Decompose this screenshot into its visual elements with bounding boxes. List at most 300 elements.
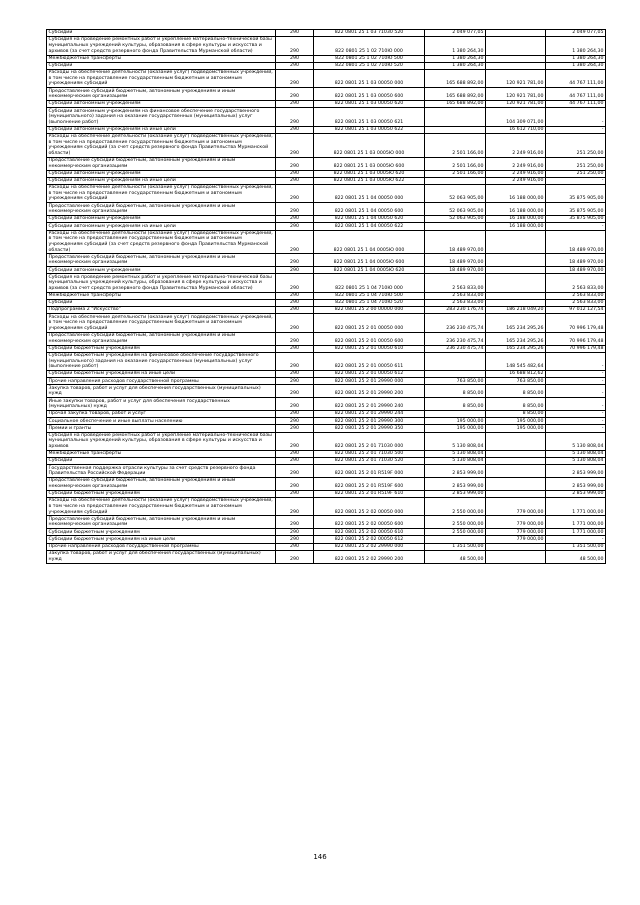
table-row — [47, 550, 606, 563]
table-row — [47, 418, 606, 425]
row-code-cell: 290 — [276, 490, 314, 497]
row-classification-code-cell: 822 0801 25 2 01 29990 240 — [314, 398, 425, 411]
row-code-cell: 290 — [276, 550, 314, 563]
row-executed-amount-cell — [486, 550, 546, 563]
row-code-cell: 290 — [276, 371, 314, 378]
row-unexecuted-amount-cell: 44 767 111,00 — [546, 101, 606, 108]
row-approved-amount-cell: 165 688 892,00 — [425, 69, 486, 87]
row-unexecuted-amount-cell: - — [546, 223, 606, 230]
row-name-cell: Подпрограмма 2 "Искусство" — [47, 307, 276, 314]
row-approved-amount-cell: 1 380 264,30 — [425, 62, 486, 69]
row-name-cell: Закупка товаров, работ и услуг для обеспечения государственных (муниципальных) нужд — [47, 385, 276, 398]
row-code-cell: 290 — [276, 157, 314, 170]
row-code-cell: 290 — [276, 101, 314, 108]
row-executed-amount-cell: 8 850,00 — [486, 385, 546, 398]
table-row — [47, 108, 606, 126]
row-name-cell: Субсидия на проведение ремонтных работ и укрепление материально-технической базы муниципальных учреждений культуры, образования в сфере культуры и искусства и архивов (за счет средств резервного фонда Правительства Мурманской области) — [47, 37, 276, 55]
row-unexecuted-amount-cell: 1 771 000,00 — [546, 498, 606, 516]
row-classification-code-cell: 822 0801 25 1 04 0005Ю 600 — [314, 254, 425, 267]
row-code-cell: 290 — [276, 432, 314, 450]
table-row — [47, 450, 606, 457]
table-row — [47, 300, 606, 307]
row-unexecuted-amount-cell: 251 250,00 — [546, 170, 606, 177]
row-unexecuted-amount-cell: - — [546, 411, 606, 418]
table-row — [47, 536, 606, 543]
row-unexecuted-amount-cell: 5 130 808,04 — [546, 450, 606, 457]
row-approved-amount-cell — [425, 126, 486, 133]
row-name-cell: Расходы на обеспечение деятельности (оказание услуг) подведомственных учреждений, в том числе на предоставление государственным бюджетным и автономным учреждениям субсидий — [47, 498, 276, 516]
row-approved-amount-cell: 2 563 833,00 — [425, 292, 486, 299]
row-approved-amount-cell: 2 563 833,00 — [425, 274, 486, 292]
row-classification-code-cell: 822 0801 25 2 02 00050 600 — [314, 516, 425, 529]
row-code-cell: 290 — [276, 37, 314, 55]
row-code-cell: 290 — [276, 352, 314, 370]
row-executed-amount-cell: 165 234 295,26 — [486, 332, 546, 345]
row-classification-code-cell: 822 0801 25 2 01 29990 350 — [314, 425, 425, 432]
row-approved-amount-cell: 18 489 970,00 — [425, 230, 486, 254]
row-approved-amount-cell: 5 130 808,04 — [425, 458, 486, 465]
row-name-cell: Субсидии автономным учреждениям — [47, 101, 276, 108]
row-unexecuted-amount-cell: 2 853 999,00 — [546, 478, 606, 491]
row-code-cell: 290 — [276, 411, 314, 418]
row-approved-amount-cell: 8 850,00 — [425, 398, 486, 411]
row-unexecuted-amount-cell: 35 875 905,00 — [546, 184, 606, 202]
row-name-cell: Предоставление субсидий бюджетным, автономным учреждениям и иным некоммерческим организациям — [47, 332, 276, 345]
row-executed-amount-cell: 779 000,00 — [486, 498, 546, 516]
row-classification-code-cell: 822 0801 25 1 04 00050 000 — [314, 184, 425, 202]
row-name-cell: Субсидии бюджетным учреждениям на иные цели — [47, 536, 276, 543]
row-approved-amount-cell: 2 501 166,00 — [425, 133, 486, 157]
row-classification-code-cell: 822 0801 25 2 01 29990 200 — [314, 385, 425, 398]
row-executed-amount-cell: 2 249 916,00 — [486, 170, 546, 177]
row-approved-amount-cell: 195 000,00 — [425, 425, 486, 432]
row-executed-amount-cell — [486, 450, 546, 457]
row-name-cell: Межбюджетные трансферты — [47, 450, 276, 457]
table-row — [47, 458, 606, 465]
row-code-cell: 290 — [276, 300, 314, 307]
row-executed-amount-cell: 104 309 071,00 — [486, 108, 546, 126]
row-executed-amount-cell: 195 000,00 — [486, 425, 546, 432]
row-executed-amount-cell: 165 234 295,26 — [486, 345, 546, 352]
table-row — [47, 292, 606, 299]
row-executed-amount-cell — [486, 458, 546, 465]
row-name-cell: Расходы на обеспечение деятельности (оказание услуг) подведомственных учреждений, в том числе на предоставление государственным бюджетным и автономным учреждениям субсидий — [47, 184, 276, 202]
row-name-cell: Субсидии — [47, 458, 276, 465]
row-unexecuted-amount-cell: - — [546, 418, 606, 425]
row-approved-amount-cell: 2 550 000,00 — [425, 529, 486, 536]
row-classification-code-cell: 822 0801 25 1 04 00050 600 — [314, 203, 425, 216]
row-classification-code-cell: 822 0801 25 1 03 0005Ю 620 — [314, 170, 425, 177]
row-classification-code-cell: 822 0801 25 1 02 710Ю 520 — [314, 62, 425, 69]
row-code-cell: 290 — [276, 385, 314, 398]
page-number: 146 — [313, 853, 327, 861]
row-executed-amount-cell — [486, 254, 546, 267]
row-executed-amount-cell: 8 850,00 — [486, 411, 546, 418]
row-approved-amount-cell: 52 063 905,00 — [425, 203, 486, 216]
row-code-cell: 290 — [276, 332, 314, 345]
table-row — [47, 432, 606, 450]
row-unexecuted-amount-cell: 1 380 264,30 — [546, 37, 606, 55]
row-unexecuted-amount-cell: 44 767 111,00 — [546, 69, 606, 87]
row-code-cell: 290 — [276, 108, 314, 126]
row-classification-code-cell: 822 0801 25 2 01 00050 612 — [314, 371, 425, 378]
table-row — [47, 126, 606, 133]
row-name-cell: Расходы на обеспечение деятельности (оказание услуг) подведомственных учреждений, в том числе на предоставление государственным бюджетным и автономным учреждениям субсидий (за счет средств резервного фонда Правительства Мурманской области) — [47, 133, 276, 157]
row-classification-code-cell: 822 0801 25 1 03 00050 000 — [314, 69, 425, 87]
row-classification-code-cell: 822 0801 25 1 03 00050 620 — [314, 101, 425, 108]
row-name-cell: Предоставление субсидий бюджетным, автономным учреждениям и иным некоммерческим организациям — [47, 516, 276, 529]
row-executed-amount-cell — [486, 543, 546, 550]
row-approved-amount-cell: 8 850,00 — [425, 385, 486, 398]
table-row — [47, 398, 606, 411]
row-name-cell: Премии и гранты — [47, 425, 276, 432]
table-row — [47, 378, 606, 385]
row-classification-code-cell: 822 0801 25 2 01 00050 610 — [314, 345, 425, 352]
row-executed-amount-cell: 8 850,00 — [486, 398, 546, 411]
row-executed-amount-cell: 779 000,00 — [486, 516, 546, 529]
table-row — [47, 345, 606, 352]
row-name-cell: Иные закупки товаров, работ и услуг для обеспечения государственных (муниципальных) нужд — [47, 398, 276, 411]
row-code-cell: 290 — [276, 177, 314, 184]
row-executed-amount-cell: 16 612 710,00 — [486, 126, 546, 133]
row-unexecuted-amount-cell: - — [546, 398, 606, 411]
row-approved-amount-cell: 2 501 166,00 — [425, 157, 486, 170]
row-executed-amount-cell: 16 188 000,00 — [486, 216, 546, 223]
row-unexecuted-amount-cell: - — [546, 536, 606, 543]
row-unexecuted-amount-cell: 35 875 905,00 — [546, 203, 606, 216]
row-executed-amount-cell: 195 000,00 — [486, 418, 546, 425]
row-code-cell: 290 — [276, 230, 314, 254]
row-code-cell: 290 — [276, 465, 314, 478]
table-row — [47, 425, 606, 432]
row-name-cell: Межбюджетные трансферты — [47, 55, 276, 62]
row-code-cell: 290 — [276, 126, 314, 133]
table-row — [47, 177, 606, 184]
table-row — [47, 385, 606, 398]
row-classification-code-cell: 822 0801 25 2 01 29990 244 — [314, 411, 425, 418]
row-executed-amount-cell — [486, 62, 546, 69]
row-unexecuted-amount-cell: 1 771 000,00 — [546, 516, 606, 529]
row-approved-amount-cell: 763 850,00 — [425, 378, 486, 385]
row-name-cell: Расходы на обеспечение деятельности (оказание услуг) подведомственных учреждений, в том числе на предоставление государственным бюджетным и автономным учреждениям субсидий — [47, 69, 276, 87]
table-row — [47, 465, 606, 478]
row-unexecuted-amount-cell: 18 489 970,00 — [546, 267, 606, 274]
row-approved-amount-cell: 236 230 475,74 — [425, 345, 486, 352]
row-unexecuted-amount-cell: 1 380 264,30 — [546, 55, 606, 62]
row-classification-code-cell: 822 0801 25 2 02 29990 200 — [314, 550, 425, 563]
row-name-cell: Прочие направления расходов государственной программы — [47, 378, 276, 385]
row-code-cell: 290 — [276, 378, 314, 385]
row-classification-code-cell: 822 0801 25 1 04 710Ю 000 — [314, 274, 425, 292]
row-name-cell: Субсидии — [47, 300, 276, 307]
row-unexecuted-amount-cell: 251 250,00 — [546, 157, 606, 170]
row-classification-code-cell: 822 0801 25 2 02 29990 000 — [314, 543, 425, 550]
table-row — [47, 203, 606, 216]
row-executed-amount-cell — [486, 267, 546, 274]
row-code-cell: 290 — [276, 203, 314, 216]
row-unexecuted-amount-cell: 2 049 077,05 — [546, 30, 606, 37]
row-code-cell: 290 — [276, 170, 314, 177]
table-row — [47, 352, 606, 370]
table-row — [47, 332, 606, 345]
row-code-cell: 290 — [276, 184, 314, 202]
row-classification-code-cell: 822 0801 25 2 01 00050 000 — [314, 314, 425, 332]
row-code-cell: 290 — [276, 216, 314, 223]
row-approved-amount-cell — [425, 223, 486, 230]
row-approved-amount-cell: 2 501 166,00 — [425, 170, 486, 177]
row-unexecuted-amount-cell: 1 771 000,00 — [546, 529, 606, 536]
row-executed-amount-cell — [486, 465, 546, 478]
row-name-cell: Субсидии бюджетным учреждениям — [47, 490, 276, 497]
row-executed-amount-cell: 779 000,00 — [486, 529, 546, 536]
row-classification-code-cell: 822 0801 25 2 01 29990 300 — [314, 418, 425, 425]
row-name-cell: Предоставление субсидий бюджетным, автономным учреждениям и иным некоммерческим организациям — [47, 157, 276, 170]
row-unexecuted-amount-cell: 70 996 179,48 — [546, 314, 606, 332]
row-code-cell: 290 — [276, 529, 314, 536]
row-approved-amount-cell: 2 563 833,00 — [425, 300, 486, 307]
row-name-cell: Субсидия на проведение ремонтных работ и укрепление материально-технической базы муниципальных учреждений культуры, образования в сфере культуры и искусства и архивов (за счет средств резервного фонда Правительства Мурманской области) — [47, 274, 276, 292]
table-row — [47, 133, 606, 157]
row-code-cell: 290 — [276, 274, 314, 292]
table-row — [47, 543, 606, 550]
row-code-cell: 290 — [276, 418, 314, 425]
row-classification-code-cell: 822 0801 25 1 04 0005Ю 620 — [314, 267, 425, 274]
row-name-cell: Предоставление субсидий бюджетным, автономным учреждениям и иным некоммерческим организациям — [47, 203, 276, 216]
row-code-cell: 290 — [276, 516, 314, 529]
row-approved-amount-cell — [425, 371, 486, 378]
row-approved-amount-cell — [425, 108, 486, 126]
table-row — [47, 101, 606, 108]
row-code-cell: 290 — [276, 267, 314, 274]
row-approved-amount-cell: 2 853 999,00 — [425, 465, 486, 478]
row-name-cell: Прочая закупка товаров, работ и услуг — [47, 411, 276, 418]
row-name-cell: Субсидии автономным учреждениям на иные цели — [47, 177, 276, 184]
row-code-cell: 290 — [276, 307, 314, 314]
row-unexecuted-amount-cell: 44 767 111,00 — [546, 88, 606, 101]
row-approved-amount-cell: 48 500,00 — [425, 550, 486, 563]
row-name-cell: Субсидии бюджетным учреждениям — [47, 345, 276, 352]
table-row — [47, 411, 606, 418]
row-executed-amount-cell: 148 545 482,64 — [486, 352, 546, 370]
table-row — [47, 254, 606, 267]
row-classification-code-cell: 822 0801 25 1 04 710Ю 500 — [314, 292, 425, 299]
row-approved-amount-cell: 1 380 264,30 — [425, 55, 486, 62]
row-code-cell: 290 — [276, 425, 314, 432]
row-classification-code-cell: 822 0801 25 2 01 71030 500 — [314, 450, 425, 457]
row-classification-code-cell: 822 0801 25 2 01 71030 000 — [314, 432, 425, 450]
row-name-cell: Предоставление субсидий бюджетным, автономным учреждениям и иным некоммерческим организациям — [47, 88, 276, 101]
row-approved-amount-cell: 5 130 808,04 — [425, 432, 486, 450]
row-executed-amount-cell — [486, 274, 546, 292]
row-approved-amount-cell: 2 049 077,05 — [425, 30, 486, 37]
row-executed-amount-cell: 2 249 916,00 — [486, 177, 546, 184]
row-executed-amount-cell — [486, 490, 546, 497]
row-unexecuted-amount-cell: 2 563 833,00 — [546, 292, 606, 299]
row-executed-amount-cell: 16 688 812,62 — [486, 371, 546, 378]
row-name-cell: Субсидии бюджетным учреждениям на финансовое обеспечение государственного (муниципального) задания на оказание государственных (муниципальных) услуг (выполнение работ) — [47, 352, 276, 370]
table-row — [47, 55, 606, 62]
table-row — [47, 216, 606, 223]
row-unexecuted-amount-cell: 1 380 264,30 — [546, 62, 606, 69]
row-name-cell: Субсидия на проведение ремонтных работ и укрепление материально-технической базы муниципальных учреждений культуры, образования в сфере культуры и искусства и архивов — [47, 432, 276, 450]
row-classification-code-cell: 822 0801 25 1 03 0005Ю 000 — [314, 133, 425, 157]
row-approved-amount-cell: 1 380 264,30 — [425, 37, 486, 55]
row-name-cell: Предоставление субсидий бюджетным, автономным учреждениям и иным некоммерческим организациям — [47, 254, 276, 267]
row-code-cell: 290 — [276, 223, 314, 230]
row-unexecuted-amount-cell: 70 996 179,48 — [546, 345, 606, 352]
row-unexecuted-amount-cell: 5 130 808,04 — [546, 432, 606, 450]
row-name-cell: Социальное обеспечение и иные выплаты населению — [47, 418, 276, 425]
row-unexecuted-amount-cell: 251 250,00 — [546, 133, 606, 157]
row-code-cell: 290 — [276, 30, 314, 37]
table-row — [47, 184, 606, 202]
row-classification-code-cell: 822 0801 25 1 03 00050 600 — [314, 88, 425, 101]
row-approved-amount-cell: 2 853 999,00 — [425, 490, 486, 497]
row-name-cell: Субсидии автономным учреждениям на иные цели — [47, 126, 276, 133]
table-row — [47, 170, 606, 177]
row-classification-code-cell: 822 0801 25 2 00 00000 000 — [314, 307, 425, 314]
row-executed-amount-cell: 2 249 916,00 — [486, 157, 546, 170]
row-unexecuted-amount-cell: 70 996 179,48 — [546, 332, 606, 345]
budget-execution-table — [46, 29, 606, 564]
row-unexecuted-amount-cell: - — [546, 385, 606, 398]
row-code-cell: 290 — [276, 69, 314, 87]
table-row — [47, 30, 606, 37]
row-approved-amount-cell — [425, 411, 486, 418]
table-row — [47, 529, 606, 536]
row-classification-code-cell: 822 0801 25 1 04 00050 620 — [314, 216, 425, 223]
row-unexecuted-amount-cell: - — [546, 378, 606, 385]
row-approved-amount-cell: 236 230 475,74 — [425, 332, 486, 345]
row-executed-amount-cell — [486, 55, 546, 62]
row-code-cell: 290 — [276, 254, 314, 267]
row-executed-amount-cell: 186 218 049,20 — [486, 307, 546, 314]
row-name-cell: Государственная поддержка отрасли культуры за счет средств резервного фонда Правительства Российской Федерации — [47, 465, 276, 478]
row-executed-amount-cell: 120 921 781,00 — [486, 101, 546, 108]
row-classification-code-cell: 822 0801 25 2 01 R519F 000 — [314, 465, 425, 478]
row-code-cell: 290 — [276, 314, 314, 332]
row-unexecuted-amount-cell: 2 853 999,00 — [546, 465, 606, 478]
row-unexecuted-amount-cell: 18 489 970,00 — [546, 230, 606, 254]
budget-table-container — [46, 29, 605, 564]
table-row — [47, 223, 606, 230]
row-unexecuted-amount-cell: 48 500,00 — [546, 550, 606, 563]
row-name-cell: Субсидии автономным учреждениям на финансовое обеспечение государственного (муниципального) задания на оказание государственных (муниципальных) услуг (выполнение работ) — [47, 108, 276, 126]
table-row — [47, 307, 606, 314]
row-name-cell: Субсидии автономным учреждениям — [47, 170, 276, 177]
row-executed-amount-cell — [486, 432, 546, 450]
row-code-cell: 290 — [276, 458, 314, 465]
table-row — [47, 274, 606, 292]
row-unexecuted-amount-cell: - — [546, 126, 606, 133]
row-approved-amount-cell: 52 063 905,00 — [425, 216, 486, 223]
table-row — [47, 371, 606, 378]
row-approved-amount-cell — [425, 177, 486, 184]
row-approved-amount-cell: 2 550 000,00 — [425, 498, 486, 516]
row-approved-amount-cell: 283 230 176,74 — [425, 307, 486, 314]
table-row — [47, 478, 606, 491]
table-row — [47, 230, 606, 254]
row-approved-amount-cell: 5 130 808,04 — [425, 450, 486, 457]
row-classification-code-cell: 822 0801 25 2 01 29990 000 — [314, 378, 425, 385]
row-classification-code-cell: 822 0801 25 2 02 00050 612 — [314, 536, 425, 543]
row-classification-code-cell: 822 0801 25 2 01 00050 611 — [314, 352, 425, 370]
table-row — [47, 69, 606, 87]
row-name-cell: Расходы на обеспечение деятельности (оказание услуг) подведомственных учреждений, в том числе на предоставление государственным бюджетным и автономным учреждениям субсидий — [47, 314, 276, 332]
row-executed-amount-cell: 120 921 781,00 — [486, 88, 546, 101]
row-classification-code-cell: 822 0801 25 1 04 00050 622 — [314, 223, 425, 230]
row-executed-amount-cell — [486, 478, 546, 491]
row-classification-code-cell: 822 0801 25 2 01 00050 600 — [314, 332, 425, 345]
row-code-cell: 290 — [276, 345, 314, 352]
row-name-cell: Предоставление субсидий бюджетным, автономным учреждениям и иным некоммерческим организациям — [47, 478, 276, 491]
row-code-cell: 290 — [276, 398, 314, 411]
row-code-cell: 290 — [276, 450, 314, 457]
row-executed-amount-cell: 16 188 000,00 — [486, 223, 546, 230]
row-executed-amount-cell — [486, 30, 546, 37]
row-approved-amount-cell: 1 351 500,00 — [425, 543, 486, 550]
row-unexecuted-amount-cell: 2 563 833,00 — [546, 274, 606, 292]
row-name-cell: Субсидии автономным учреждениям — [47, 216, 276, 223]
row-unexecuted-amount-cell: 1 351 500,00 — [546, 543, 606, 550]
row-executed-amount-cell: 16 188 000,00 — [486, 184, 546, 202]
row-approved-amount-cell: 2 853 999,00 — [425, 478, 486, 491]
table-row — [47, 490, 606, 497]
row-approved-amount-cell: 195 000,00 — [425, 418, 486, 425]
budget-table-body — [47, 30, 606, 564]
row-approved-amount-cell: 18 489 970,00 — [425, 267, 486, 274]
row-approved-amount-cell: 165 688 892,00 — [425, 101, 486, 108]
row-code-cell: 290 — [276, 88, 314, 101]
row-classification-code-cell: 822 0801 25 1 03 00050 622 — [314, 126, 425, 133]
row-unexecuted-amount-cell: 5 130 808,04 — [546, 458, 606, 465]
row-classification-code-cell: 822 0801 25 1 03 71030 520 — [314, 30, 425, 37]
row-classification-code-cell: 822 0801 25 2 02 00050 000 — [314, 498, 425, 516]
row-unexecuted-amount-cell: 97 012 127,54 — [546, 307, 606, 314]
row-code-cell: 290 — [276, 498, 314, 516]
row-classification-code-cell: 822 0801 25 2 01 R519F 610 — [314, 490, 425, 497]
row-code-cell: 290 — [276, 133, 314, 157]
row-executed-amount-cell — [486, 292, 546, 299]
row-classification-code-cell: 822 0801 25 1 04 0005Ю 000 — [314, 230, 425, 254]
row-code-cell: 290 — [276, 543, 314, 550]
row-classification-code-cell: 822 0801 25 1 04 710Ю 520 — [314, 300, 425, 307]
row-classification-code-cell: 822 0801 25 1 02 710Ю 500 — [314, 55, 425, 62]
row-unexecuted-amount-cell: - — [546, 177, 606, 184]
row-approved-amount-cell: 18 489 970,00 — [425, 254, 486, 267]
row-code-cell: 290 — [276, 55, 314, 62]
row-name-cell: Субсидии автономным учреждениям — [47, 267, 276, 274]
row-name-cell: Межбюджетные трансферты — [47, 292, 276, 299]
table-row — [47, 516, 606, 529]
row-name-cell: Субсидии — [47, 62, 276, 69]
row-code-cell: 290 — [276, 536, 314, 543]
row-executed-amount-cell: 2 249 916,00 — [486, 133, 546, 157]
row-classification-code-cell: 822 0801 25 2 01 71030 520 — [314, 458, 425, 465]
row-approved-amount-cell: 52 063 905,00 — [425, 184, 486, 202]
row-executed-amount-cell — [486, 37, 546, 55]
row-classification-code-cell: 822 0801 25 1 03 00050 621 — [314, 108, 425, 126]
row-unexecuted-amount-cell: 2 853 999,00 — [546, 490, 606, 497]
table-row — [47, 267, 606, 274]
row-name-cell: Прочие направления расходов государственной программы — [47, 543, 276, 550]
table-row — [47, 62, 606, 69]
row-code-cell: 290 — [276, 292, 314, 299]
row-approved-amount-cell — [425, 352, 486, 370]
row-name-cell: Субсидии бюджетным учреждениям — [47, 529, 276, 536]
row-executed-amount-cell: 779 000,00 — [486, 536, 546, 543]
row-classification-code-cell: 822 0801 25 1 03 0005Ю 600 — [314, 157, 425, 170]
